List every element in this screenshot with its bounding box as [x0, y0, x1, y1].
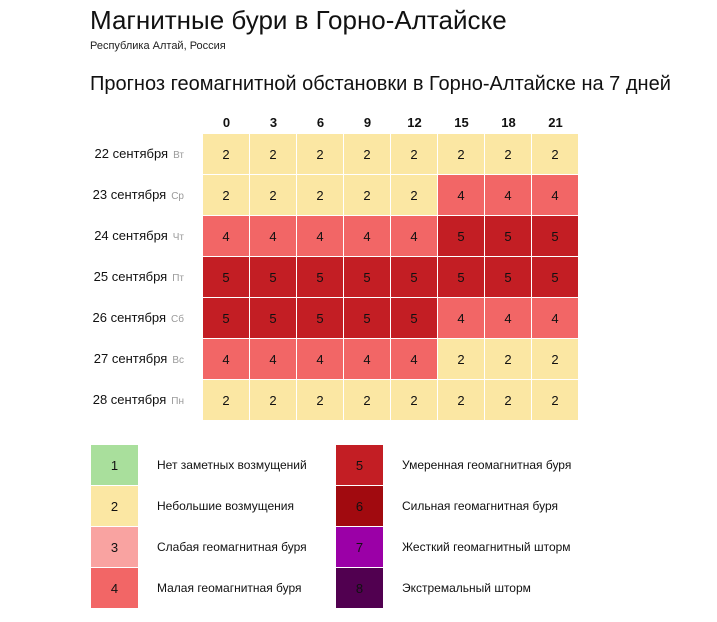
legend-swatch-8: 8 — [336, 568, 383, 608]
kp-cell: 2 — [391, 175, 437, 215]
day-of-week: Сб — [171, 314, 184, 325]
kp-cell: 4 — [438, 175, 484, 215]
legend-swatch-2: 2 — [91, 486, 138, 526]
kp-cell: 2 — [438, 339, 484, 379]
kp-cell: 4 — [203, 216, 249, 256]
kp-cell: 5 — [344, 298, 390, 338]
day-of-week: Пн — [171, 396, 184, 407]
hour-label: 3 — [269, 115, 278, 130]
legend-label-3: Слабая геомагнитная буря — [157, 540, 307, 554]
kp-cell: 2 — [532, 339, 578, 379]
kp-cell: 4 — [250, 339, 296, 379]
day-of-week: Ср — [171, 191, 184, 202]
kp-cell: 2 — [485, 134, 531, 174]
legend-swatch-1: 1 — [91, 445, 138, 485]
day-of-week: Вс — [172, 355, 184, 366]
kp-cell: 5 — [203, 257, 249, 297]
forecast-heading: Прогноз геомагнитной обстановки в Горно-Алтайске на 7 дней — [90, 73, 671, 95]
kp-cell: 5 — [250, 257, 296, 297]
day-date: 24 сентября — [94, 228, 168, 243]
kp-cell: 2 — [391, 380, 437, 420]
kp-cell: 2 — [485, 380, 531, 420]
kp-cell: 5 — [485, 257, 531, 297]
kp-cell: 2 — [203, 380, 249, 420]
legend-swatch-3: 3 — [91, 527, 138, 567]
legend-swatch-5: 5 — [336, 445, 383, 485]
kp-cell: 2 — [438, 134, 484, 174]
kp-cell: 4 — [391, 216, 437, 256]
kp-cell: 2 — [344, 134, 390, 174]
kp-cell: 2 — [250, 175, 296, 215]
kp-cell: 2 — [532, 380, 578, 420]
kp-cell: 4 — [485, 175, 531, 215]
hour-label: 0 — [222, 115, 231, 130]
page-title: Магнитные бури в Горно-Алтайске — [90, 5, 507, 35]
kp-cell: 5 — [250, 298, 296, 338]
kp-cell: 5 — [297, 298, 343, 338]
legend-label-5: Умеренная геомагнитная буря — [402, 458, 572, 472]
kp-cell: 5 — [532, 216, 578, 256]
day-of-week: Чт — [172, 232, 184, 243]
kp-cell: 4 — [438, 298, 484, 338]
kp-cell: 2 — [297, 175, 343, 215]
kp-cell: 4 — [532, 298, 578, 338]
kp-cell: 5 — [203, 298, 249, 338]
legend-label-7: Жесткий геомагнитный шторм — [402, 540, 571, 554]
kp-cell: 2 — [391, 134, 437, 174]
kp-cell: 5 — [438, 257, 484, 297]
kp-cell: 5 — [391, 257, 437, 297]
kp-cell: 4 — [532, 175, 578, 215]
day-date: 23 сентября — [92, 187, 167, 202]
kp-cell: 2 — [438, 380, 484, 420]
kp-cell: 4 — [485, 298, 531, 338]
kp-cell: 2 — [532, 134, 578, 174]
kp-cell: 2 — [297, 134, 343, 174]
legend-label-8: Экстремальный шторм — [402, 581, 531, 595]
kp-cell: 4 — [344, 339, 390, 379]
kp-cell: 2 — [344, 380, 390, 420]
legend-swatch-6: 6 — [336, 486, 383, 526]
hour-label: 21 — [548, 115, 563, 130]
day-of-week: Вт — [173, 150, 184, 161]
legend-label-2: Небольшие возмущения — [157, 499, 294, 513]
hour-label: 9 — [363, 115, 372, 130]
legend-label-1: Нет заметных возмущений — [157, 458, 307, 472]
kp-cell: 5 — [391, 298, 437, 338]
kp-cell: 5 — [438, 216, 484, 256]
kp-cell: 2 — [203, 175, 249, 215]
hour-label: 18 — [501, 115, 516, 130]
kp-cell: 5 — [532, 257, 578, 297]
kp-cell: 2 — [250, 380, 296, 420]
day-of-week: Пт — [172, 273, 184, 284]
kp-cell: 4 — [250, 216, 296, 256]
day-date: 28 сентября — [92, 392, 167, 407]
legend-swatch-4: 4 — [91, 568, 138, 608]
kp-cell: 2 — [344, 175, 390, 215]
day-date: 22 сентября — [94, 146, 169, 161]
kp-cell: 2 — [250, 134, 296, 174]
kp-cell: 2 — [203, 134, 249, 174]
legend-swatch-7: 7 — [336, 527, 383, 567]
kp-cell: 2 — [297, 380, 343, 420]
day-date: 27 сентября — [93, 351, 168, 366]
day-date: 26 сентября — [92, 310, 167, 325]
hour-label: 6 — [316, 115, 325, 130]
kp-cell: 4 — [344, 216, 390, 256]
kp-cell: 4 — [203, 339, 249, 379]
day-date: 25 сентября — [93, 269, 168, 284]
legend-label-4: Малая геомагнитная буря — [157, 581, 302, 595]
kp-cell: 4 — [297, 216, 343, 256]
hour-label: 12 — [407, 115, 422, 130]
kp-cell: 5 — [485, 216, 531, 256]
kp-cell: 4 — [297, 339, 343, 379]
region-subtitle: Республика Алтай, Россия — [90, 40, 226, 52]
kp-cell: 5 — [344, 257, 390, 297]
kp-cell: 4 — [391, 339, 437, 379]
hour-label: 15 — [454, 115, 469, 130]
kp-cell: 5 — [297, 257, 343, 297]
legend-label-6: Сильная геомагнитная буря — [402, 499, 558, 513]
kp-cell: 2 — [485, 339, 531, 379]
